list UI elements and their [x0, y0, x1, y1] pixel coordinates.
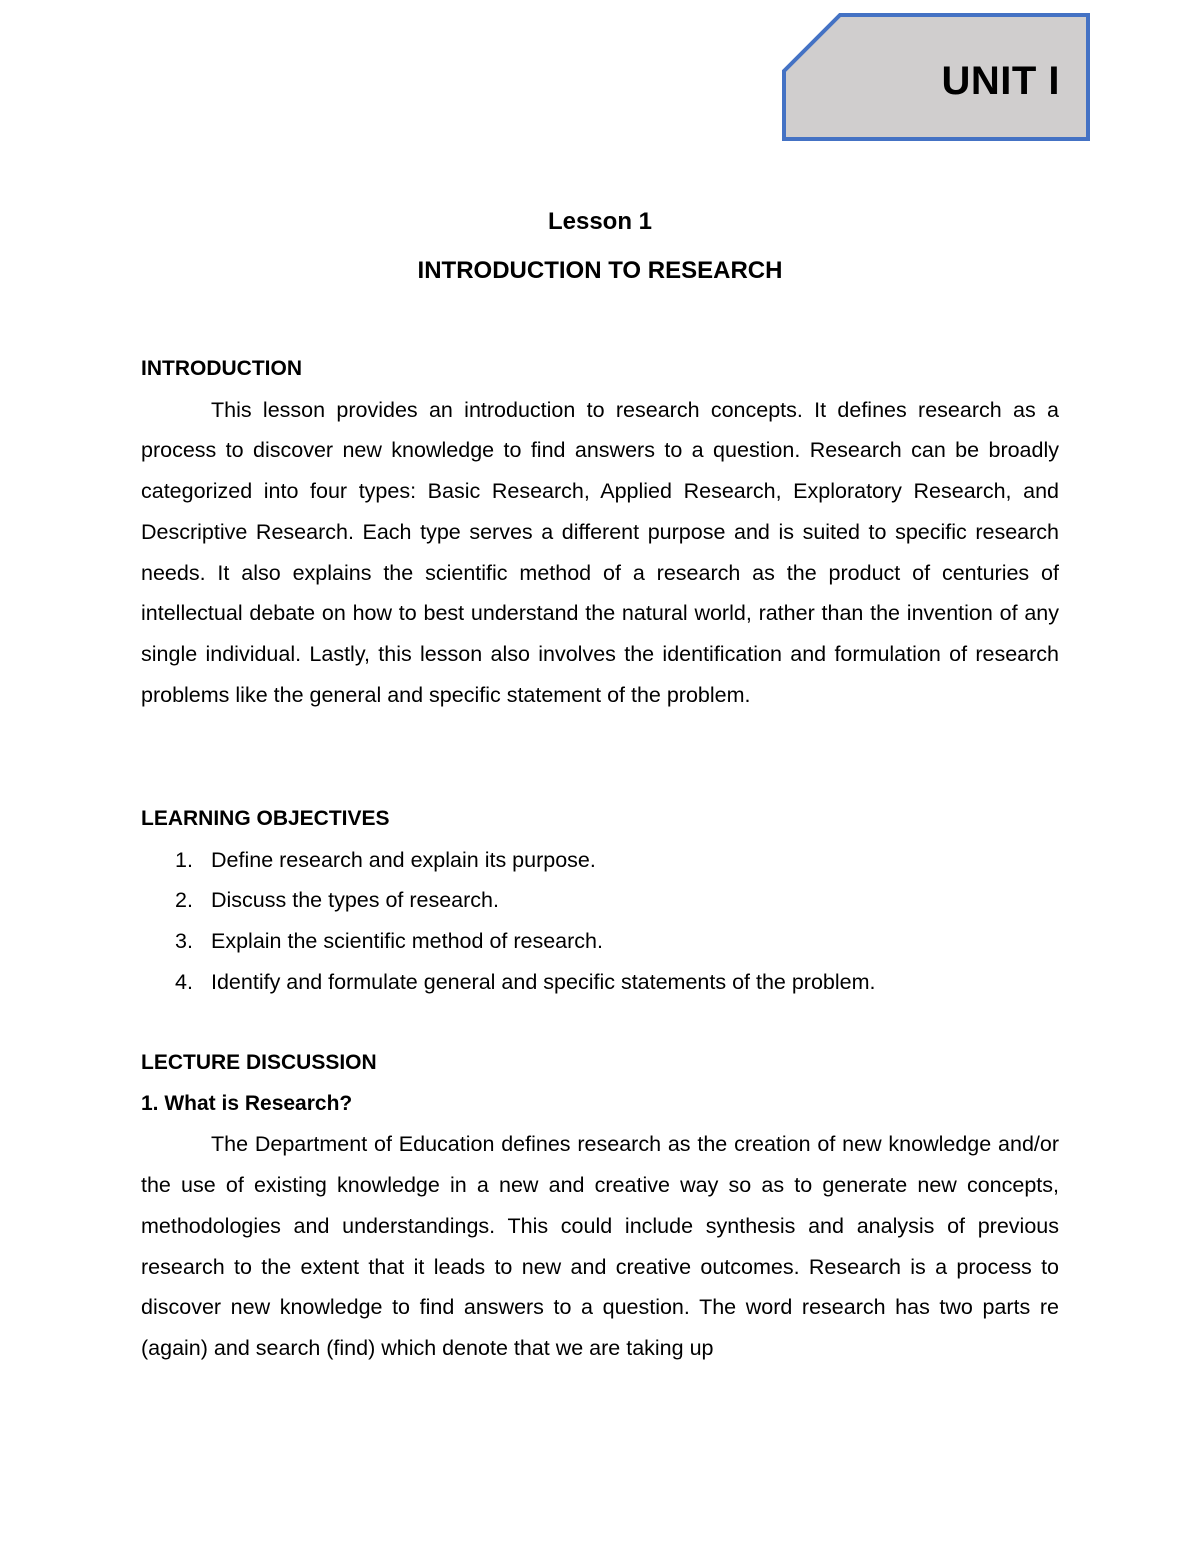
- list-item: [141, 880, 1059, 921]
- introduction-section: [141, 349, 1059, 715]
- lecture-paragraph: The Department of Education defines research as the creation of new knowledge and/or the use of existing knowledge in a new and creative way so as to generate new concepts, methodologies and understandings. This could include synthesis and analysis of previous research to the extent that it leads to new and creative outcomes. Research is a process to discover new knowledge to find answers to a question. The word research has two parts re (again) and search (find) which denote that we are taking up: [141, 1132, 1059, 1360]
- list-item-number: 1.: [175, 847, 193, 872]
- list-item-text: Define research and explain its purpose.: [211, 847, 596, 872]
- introduction-heading: INTRODUCTION: [141, 357, 302, 380]
- list-item: [141, 962, 1059, 1003]
- objectives-heading: LEARNING OBJECTIVES: [141, 807, 390, 830]
- introduction-paragraph: This lesson provides an introduction to research concepts. It defines research as a process to discover new knowledge to find answers to a question. Research can be broadly categorized into four types: Basic Research, Applied Research, Exploratory Research, and Descriptive Research. Each type serves a different purpose and is suited to specific research needs. It also explains the scientific method of a research as the product of centuries of intellectual debate on how to best understand the natural world, rather than the invention of any single individual. Lastly, this lesson also involves the identification and formulation of research problems like the general and specific statement of the problem.: [141, 397, 1059, 707]
- list-item-number: 2.: [175, 888, 193, 913]
- list-item-text: Discuss the types of research.: [211, 888, 499, 913]
- list-item: [141, 840, 1059, 881]
- lesson-number: Lesson 1: [547, 208, 653, 235]
- lecture-subheading: 1. What is Research?: [141, 1091, 353, 1115]
- list-item-number: 4.: [175, 969, 193, 994]
- list-item-text: Explain the scientific method of research.: [211, 929, 603, 954]
- lecture-section: [141, 1043, 1059, 1369]
- list-item-text: Identify and formulate general and specific statements of the problem.: [211, 969, 876, 994]
- lecture-heading: LECTURE DISCUSSION: [141, 1051, 377, 1074]
- objectives-list: [141, 840, 1059, 1003]
- list-item: [141, 921, 1059, 962]
- unit-label: UNIT I: [941, 59, 1060, 103]
- list-item-number: 3.: [175, 929, 193, 954]
- lesson-title: INTRODUCTION TO RESEARCH: [417, 257, 783, 284]
- unit-badge: [782, 13, 1090, 141]
- objectives-section: [141, 799, 1059, 1003]
